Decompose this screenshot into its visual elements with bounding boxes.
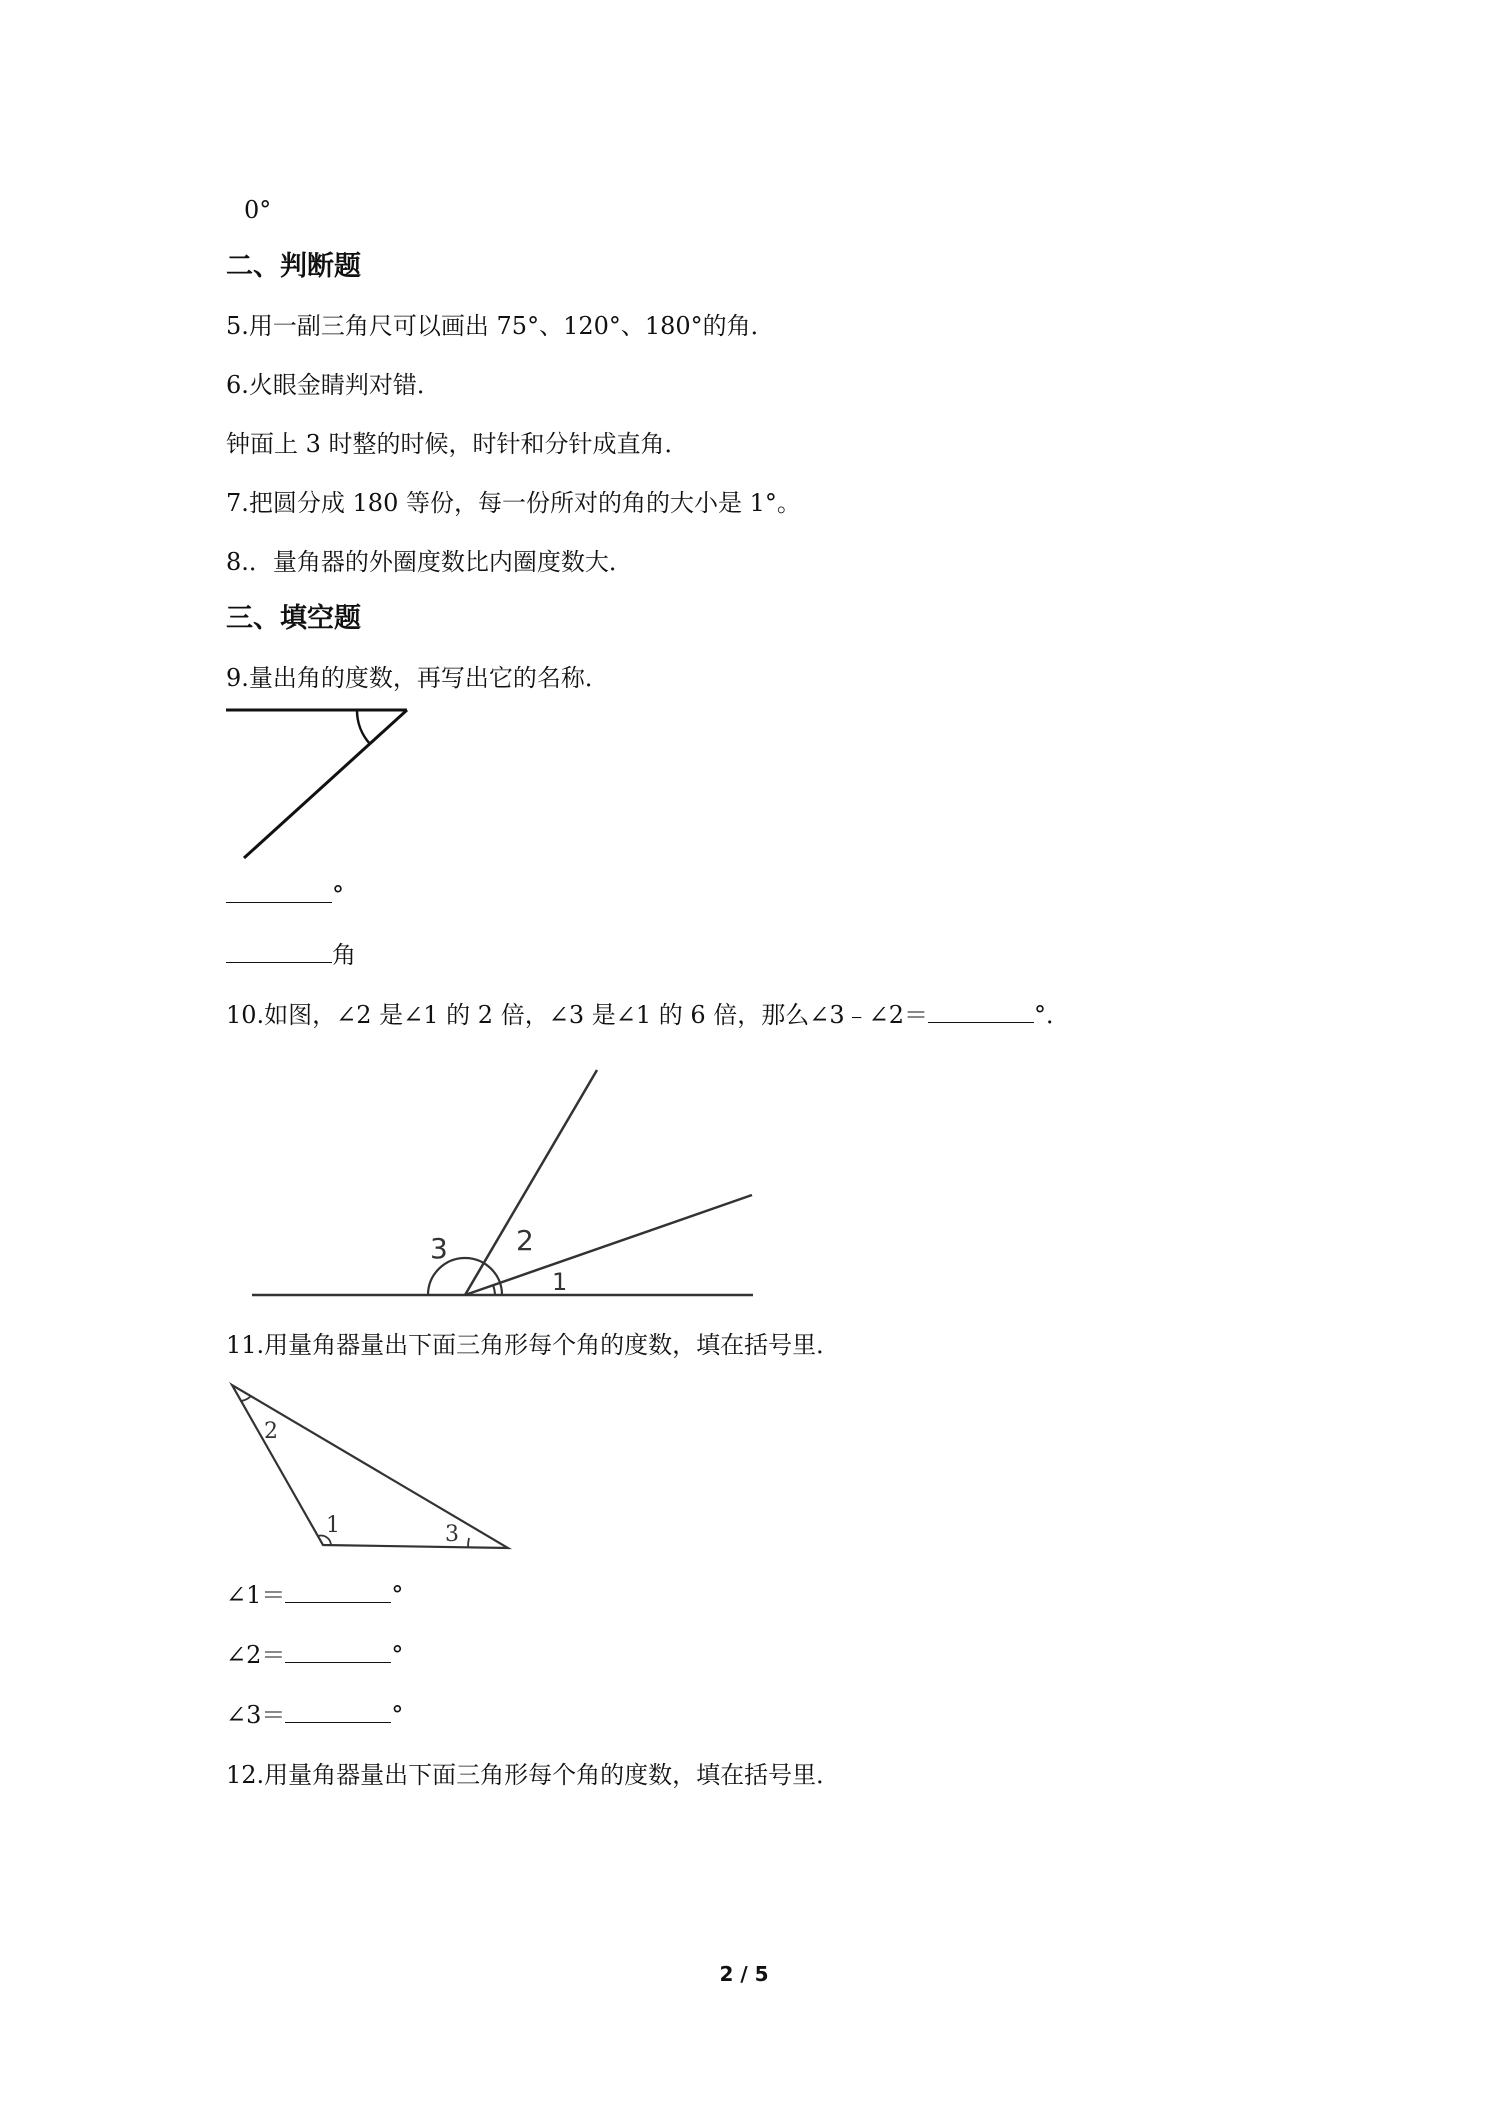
section-title-fill-in: 三、填空题 — [226, 603, 361, 634]
q11-answer-angle-1: ∠1＝ ° — [226, 1581, 404, 1609]
question-6-statement: 钟面上 3 时整的时候，时针和分针成直角． — [226, 430, 689, 458]
question-9: 9.量出角的度数，再写出它的名称． — [226, 664, 609, 692]
q9-name-answer: 角 — [226, 940, 356, 970]
question-11: 11.用量角器量出下面三角形每个角的度数，填在括号里． — [226, 1331, 841, 1359]
q9-degree-blank[interactable] — [226, 880, 332, 903]
q11-label-2: 2 — [264, 1419, 278, 1444]
question-6: 6.火眼金睛判对错． — [226, 371, 441, 399]
q10-answer-blank[interactable] — [928, 1000, 1034, 1023]
q11-label-1: 1 — [326, 1513, 340, 1538]
q10-angles-figure — [240, 1060, 770, 1310]
q11-blank-2[interactable] — [285, 1640, 391, 1663]
q9-degree-answer: ° — [226, 880, 344, 910]
section-title-judgement: 二、判断题 — [226, 251, 361, 282]
q10-label-1: 1 — [552, 1268, 568, 1296]
question-8: 8.．量角器的外圈度数比内圈度数大． — [226, 548, 633, 576]
q11-blank-3[interactable] — [285, 1700, 391, 1723]
question-5: 5.用一副三角尺可以画出 75°、120°、180°的角． — [226, 312, 775, 340]
question-10: 10.如图，∠2 是∠1 的 2 倍，∠3 是∠1 的 6 倍，那么∠3﹣∠2＝ °． — [226, 1001, 1071, 1029]
question-7: 7.把圆分成 180 等份，每一份所对的角的大小是 1°。 — [226, 489, 801, 517]
q11-blank-1[interactable] — [285, 1580, 391, 1603]
q11-answer-angle-2: ∠2＝ ° — [226, 1641, 404, 1669]
q10-label-2: 2 — [516, 1224, 534, 1257]
q11-label-3: 3 — [445, 1522, 459, 1547]
q9-name-blank[interactable] — [226, 940, 332, 963]
continued-fragment: 0° — [244, 196, 272, 224]
question-12: 12.用量角器量出下面三角形每个角的度数，填在括号里． — [226, 1761, 841, 1789]
q11-answer-angle-3: ∠3＝ ° — [226, 1701, 404, 1729]
q9-angle-figure — [220, 705, 420, 865]
page-number: 2 / 5 — [719, 1962, 769, 1986]
q11-triangle-figure — [225, 1378, 515, 1563]
q10-label-3: 3 — [430, 1232, 448, 1265]
